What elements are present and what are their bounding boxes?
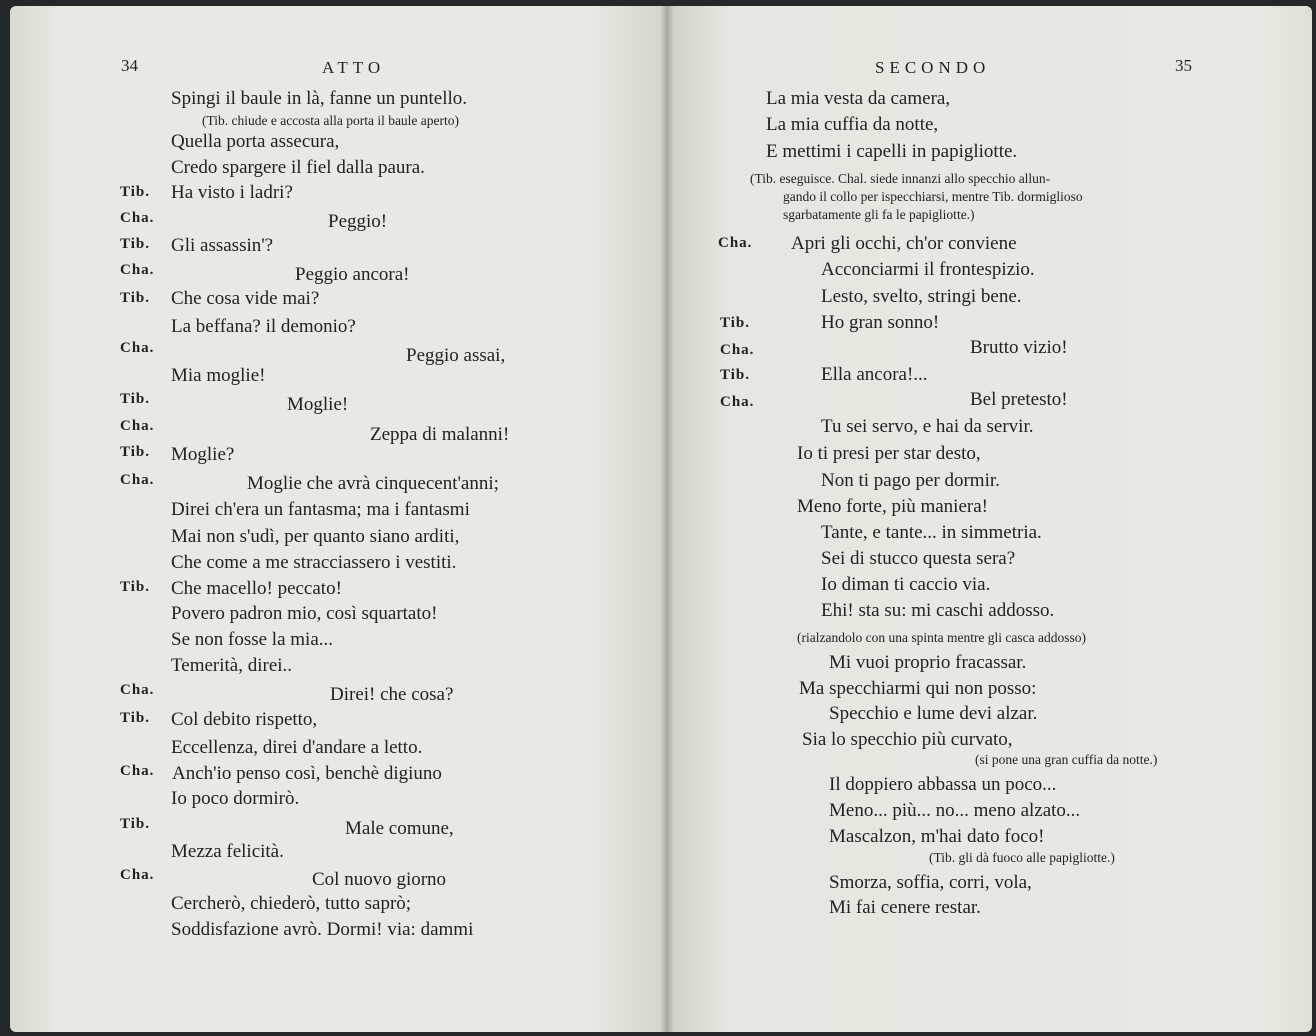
stage-direction: (Tib. gli dà fuoco alle papigliotte.): [929, 850, 1115, 865]
page-number: 35: [1175, 56, 1192, 75]
verse-line: Non ti pago per dormir.: [821, 470, 1000, 491]
verse-line: Col debito rispetto,: [171, 709, 318, 730]
verse-line: Col nuovo giorno: [312, 869, 447, 890]
verse-line: Ella ancora!...: [821, 364, 928, 385]
verse-line: La beffana? il demonio?: [171, 316, 356, 337]
verse-line: Bel pretesto!: [970, 389, 1068, 410]
verse-line: Meno... più... no... meno alzato...: [829, 800, 1081, 821]
stage-direction: (rialzandolo con una spinta mentre gli casca addosso): [797, 630, 1087, 645]
verse-line: Moglie che avrà cinquecent'anni;: [247, 473, 499, 494]
speaker-label: Cha.: [120, 210, 155, 226]
verse-line: Peggio!: [328, 211, 388, 232]
verse-line: Ma specchiarmi qui non posso:: [799, 678, 1037, 699]
stage-direction: (Tib. eseguisce. Chal. siede innanzi allo specchio allun-: [750, 171, 1051, 186]
verse-line: Anch'io penso così, benchè digiuno: [172, 763, 442, 784]
speaker-label: Tib.: [120, 579, 150, 595]
page-number: 34: [121, 56, 138, 75]
speaker-label: Cha.: [120, 418, 155, 434]
verse-line: Gli assassin'?: [171, 235, 274, 256]
verse-line: Specchio e lume devi alzar.: [829, 703, 1038, 724]
stage-direction: (si pone una gran cuffia da notte.): [975, 752, 1158, 767]
speaker-label: Tib.: [120, 290, 150, 306]
speaker-label: Tib.: [120, 710, 150, 726]
verse-line: Meno forte, più maniera!: [797, 496, 988, 517]
running-header: ATTO: [322, 58, 386, 77]
verse-line: Mascalzon, m'hai dato foco!: [829, 826, 1045, 847]
speaker-label: Cha.: [120, 763, 155, 779]
verse-line: Povero padron mio, così squartato!: [171, 603, 438, 624]
speaker-label: Cha.: [120, 682, 155, 698]
verse-line: Ha visto i ladri?: [171, 182, 293, 203]
speaker-label: Tib.: [120, 391, 150, 407]
verse-line: Che macello! peccato!: [171, 578, 342, 599]
verse-line: Quella porta assecura,: [171, 131, 340, 152]
verse-line: Che come a me stracciassero i vestiti.: [171, 552, 457, 573]
running-header: SECONDO: [875, 58, 991, 77]
verse-line: Apri gli occhi, ch'or conviene: [791, 233, 1017, 254]
verse-line: Sei di stucco questa sera?: [821, 548, 1016, 569]
speaker-label: Cha.: [720, 394, 755, 410]
right-page: [667, 6, 1312, 1032]
verse-line: Mia moglie!: [171, 365, 266, 386]
speaker-label: Tib.: [120, 236, 150, 252]
verse-line: Direi! che cosa?: [330, 684, 454, 705]
verse-line: Tu sei servo, e hai da servir.: [821, 416, 1034, 437]
verse-line: La mia vesta da camera,: [766, 88, 951, 109]
speaker-label: Tib.: [720, 315, 750, 331]
verse-line: Moglie!: [287, 394, 349, 415]
stage-direction: gando il collo per ispecchiarsi, mentre Tib. dormiglioso: [783, 189, 1083, 204]
verse-line: Io ti presi per star desto,: [797, 443, 981, 464]
verse-line: Se non fosse la mia...: [171, 629, 334, 650]
verse-line: Soddisfazione avrò. Dormi! via: dammi: [171, 919, 474, 940]
verse-line: Peggio ancora!: [295, 264, 410, 285]
speaker-label: Tib.: [720, 367, 750, 383]
verse-line: Ehi! sta su: mi caschi addosso.: [821, 600, 1055, 621]
verse-line: Mai non s'udì, per quanto siano arditi,: [171, 526, 460, 547]
speaker-label: Cha.: [120, 867, 155, 883]
verse-line: Tante, e tante... in simmetria.: [821, 522, 1042, 543]
verse-line: Che cosa vide mai?: [171, 288, 320, 309]
speaker-label: Tib.: [120, 444, 150, 460]
verse-line: Credo spargere il fiel dalla paura.: [171, 157, 425, 178]
verse-line: E mettimi i capelli in papigliotte.: [766, 141, 1018, 162]
verse-line: Eccellenza, direi d'andare a letto.: [171, 737, 423, 758]
verse-line: Mi fai cenere restar.: [829, 897, 981, 918]
verse-line: Mi vuoi proprio fracassar.: [829, 652, 1027, 673]
verse-line: Male comune,: [345, 818, 454, 839]
verse-line: Spingi il baule in là, fanne un puntello.: [171, 88, 468, 109]
stage-direction: sgarbatamente gli fa le papigliotte.): [783, 207, 975, 222]
stage-direction: (Tib. chiude e accosta alla porta il baule aperto): [202, 113, 460, 128]
verse-line: Zeppa di malanni!: [370, 424, 510, 445]
book-gutter: [660, 6, 674, 1032]
verse-line: Smorza, soffia, corri, vola,: [829, 872, 1032, 893]
speaker-label: Cha.: [120, 472, 155, 488]
verse-line: Peggio assai,: [406, 345, 506, 366]
verse-line: Temerità, direi..: [171, 655, 293, 676]
speaker-label: Cha.: [120, 340, 155, 356]
verse-line: Brutto vizio!: [970, 337, 1068, 358]
verse-line: Io poco dormirò.: [171, 788, 300, 809]
speaker-label: Cha.: [718, 235, 753, 251]
verse-line: La mia cuffia da notte,: [766, 114, 939, 135]
speaker-label: Cha.: [720, 342, 755, 358]
verse-line: Acconciarmi il frontespizio.: [821, 259, 1035, 280]
speaker-label: Cha.: [120, 262, 155, 278]
verse-line: Direi ch'era un fantasma; ma i fantasmi: [171, 499, 470, 520]
speaker-label: Tib.: [120, 184, 150, 200]
verse-line: Io diman ti caccio via.: [821, 574, 991, 595]
verse-line: Mezza felicità.: [171, 841, 284, 862]
verse-line: Cercherò, chiederò, tutto saprò;: [171, 893, 412, 914]
speaker-label: Tib.: [120, 816, 150, 832]
verse-line: Lesto, svelto, stringi bene.: [821, 286, 1022, 307]
verse-line: Moglie?: [171, 444, 235, 465]
left-page: [10, 6, 667, 1032]
verse-line: Sia lo specchio più curvato,: [802, 729, 1013, 750]
verse-line: Il doppiero abbassa un poco...: [829, 774, 1057, 795]
verse-line: Ho gran sonno!: [821, 312, 940, 333]
